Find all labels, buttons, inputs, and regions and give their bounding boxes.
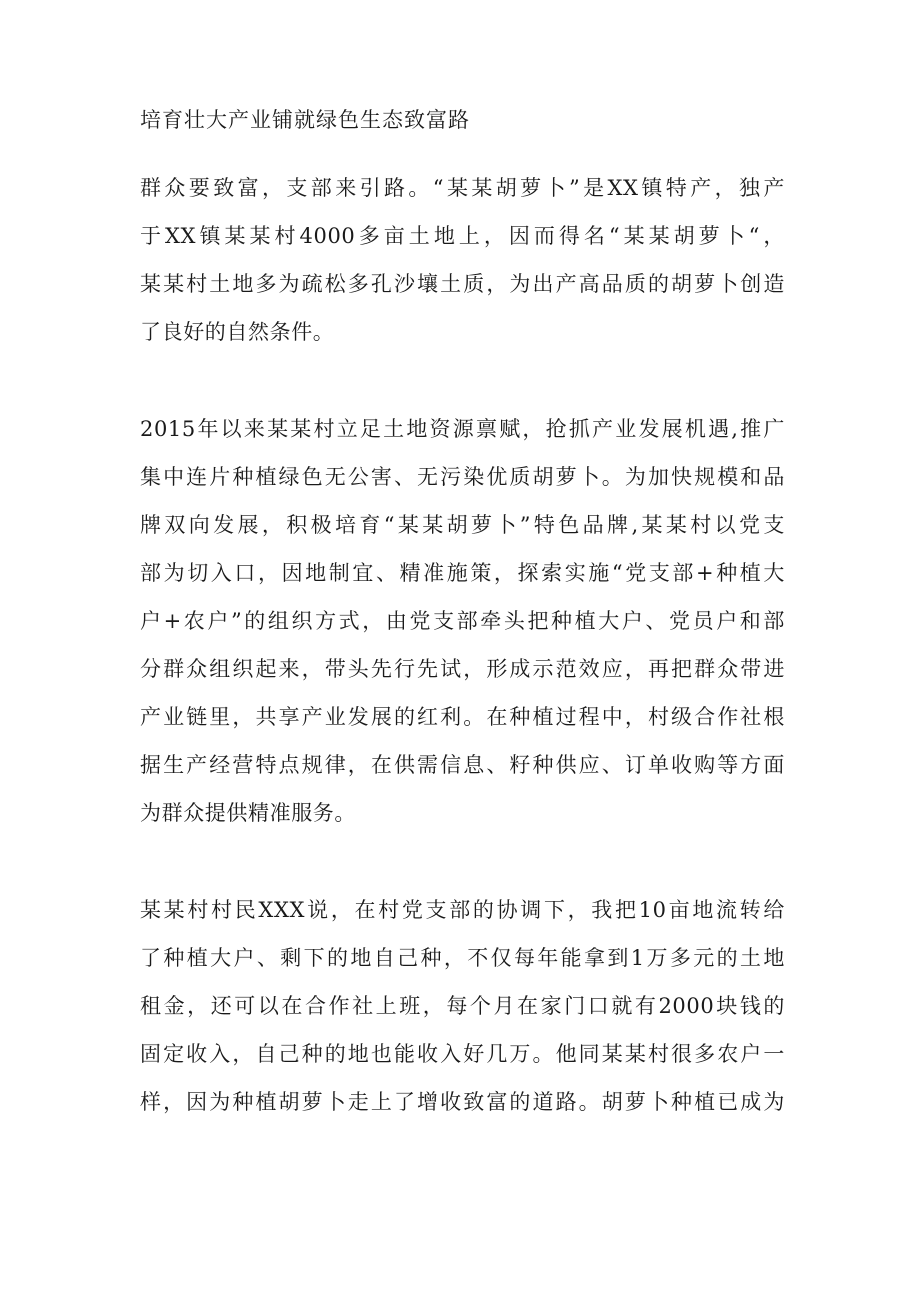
- paragraph-2-line-3: 牌双向发展，积极培育“某某胡萝卜”特色品牌,某某村以党支: [140, 513, 785, 537]
- paragraph-2-line-4: 部为切入口，因地制宜、精准施策，探索实施“党支部+种植大: [140, 561, 785, 585]
- paragraph-2-line-5: 户+农户”的组织方式，由党支部牵头把种植大户、党员户和部: [140, 609, 785, 633]
- paragraph-2-line-6: 分群众组织起来，带头先行先试，形成示范效应，再把群众带进: [140, 657, 785, 681]
- paragraph-2-line-9: 为群众提供精准服务。: [140, 801, 356, 825]
- paragraph-1-line-3: 某某村土地多为疏松多孔沙壤土质，为出产高品质的胡萝卜创造: [140, 272, 785, 296]
- document-title: 培育壮大产业铺就绿色生态致富路: [140, 108, 470, 132]
- paragraph-1-line-4: 了良好的自然条件。: [140, 320, 335, 344]
- paragraph-3-line-1: 某某村村民XXX说，在村党支部的协调下，我把10亩地流转给: [140, 898, 785, 922]
- paragraph-3-line-3: 租金，还可以在合作社上班，每个月在家门口就有2000块钱的: [140, 994, 785, 1018]
- paragraph-2-line-1: 2015年以来某某村立足土地资源禀赋，抢抓产业发展机遇,推广: [140, 417, 785, 441]
- paragraph-2-line-8: 据生产经营特点规律，在供需信息、籽种供应、订单收购等方面: [140, 753, 785, 777]
- paragraph-3-line-4: 固定收入，自己种的地也能收入好几万。他同某某村很多农户一: [140, 1042, 785, 1066]
- paragraph-3-line-2: 了种植大户、剩下的地自己种，不仅每年能拿到1万多元的土地: [140, 946, 785, 970]
- paragraph-2-line-7: 产业链里，共享产业发展的红利。在种植过程中，村级合作社根: [140, 705, 785, 729]
- paragraph-1-line-2: 于XX镇某某村4000多亩土地上，因而得名“某某胡萝卜“，: [140, 224, 785, 248]
- paragraph-3-line-5: 样，因为种植胡萝卜走上了增收致富的道路。胡萝卜种植已成为: [140, 1090, 785, 1114]
- paragraph-2-line-2: 集中连片种植绿色无公害、无污染优质胡萝卜。为加快规模和品: [140, 465, 785, 489]
- paragraph-1-line-1: 群众要致富，支部来引路。“某某胡萝卜”是XX镇特产，独产: [140, 176, 785, 200]
